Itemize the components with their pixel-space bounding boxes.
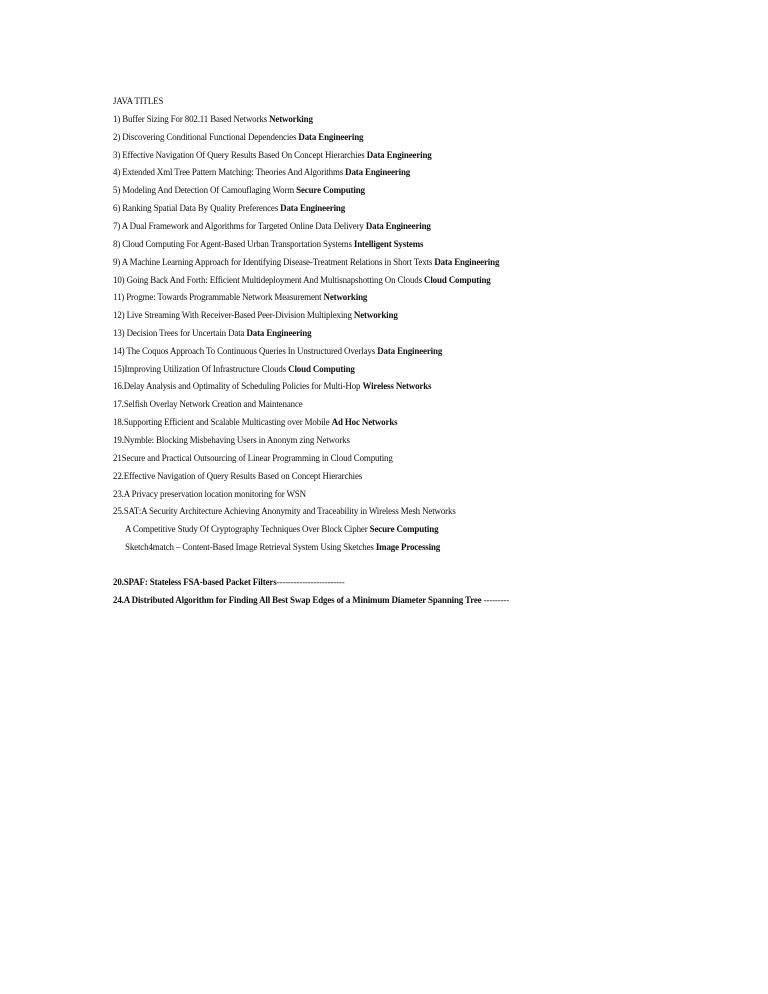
- extra-item-text: 24.A Distributed Algorithm for Finding All Best Swap Edges of a Minimum Diameter Spanning Tree: [113, 595, 482, 606]
- item-category: Data Engineering: [366, 150, 432, 161]
- list-item: [113, 471, 362, 483]
- item-category: Data Engineering: [377, 346, 443, 357]
- list-item: [113, 185, 365, 197]
- list-item: [113, 346, 442, 358]
- item-text: 16.Delay Analysis and Optimality of Scheduling Policies for Multi-Hop: [113, 381, 363, 392]
- item-category: Secure Computing: [369, 524, 439, 535]
- list-item: [113, 489, 306, 501]
- list-item: [113, 506, 456, 518]
- list-item: [113, 275, 491, 287]
- item-category: Data Engineering: [280, 203, 346, 214]
- item-text: 17.Selfish Overlay Network Creation and Maintenance: [113, 399, 303, 410]
- item-category: Data Engineering: [434, 257, 500, 268]
- item-text: 12) Live Streaming With Receiver-Based Peer-Division Multiplexing: [113, 310, 354, 321]
- list-item: [113, 453, 393, 465]
- item-category: Data Engineering: [298, 132, 364, 143]
- item-text: 22.Effective Navigation of Query Results Based on Concept Hierarchies: [113, 471, 363, 482]
- item-text: 23.A Privacy preservation location monitoring for WSN: [113, 489, 306, 500]
- list-item: [113, 257, 499, 269]
- item-text: Sketch4match – Content-Based Image Retrieval System Using Sketches: [125, 542, 376, 553]
- list-item: [113, 132, 363, 144]
- item-category: Secure Computing: [296, 185, 365, 196]
- extra-item: [113, 577, 345, 589]
- item-category: Ad Hoc Networks: [331, 417, 398, 428]
- list-item: [125, 524, 438, 536]
- item-text: 7) A Dual Framework and Algorithms for Targeted Online Data Delivery: [113, 221, 366, 232]
- list-item: [113, 328, 311, 340]
- item-text: 15)Improving Utilization Of Infrastructure Clouds: [113, 364, 289, 375]
- extra-item-dashes: ---------: [481, 595, 510, 606]
- list-item: [113, 364, 355, 376]
- list-item: [113, 150, 432, 162]
- item-text: 10) Going Back And Forth: Efficient Multideployment And Multisnapshotting On Clouds: [113, 275, 425, 286]
- list-item: [113, 310, 398, 322]
- list-item: [113, 167, 410, 179]
- list-item: [113, 239, 423, 251]
- item-text: 14) The Coquos Approach To Continuous Queries In Unstructured Overlays: [113, 346, 378, 357]
- list-item: [113, 399, 303, 411]
- list-item: [113, 435, 350, 447]
- item-text: 4) Extended Xml Tree Pattern Matching: Theories And Algorithms: [113, 167, 346, 178]
- item-category: Wireless Networks: [362, 381, 432, 392]
- item-text: 1) Buffer Sizing For 802.11 Based Networks: [113, 114, 270, 125]
- extra-item-dashes: ------------------------: [276, 577, 345, 588]
- list-item: [113, 221, 431, 233]
- item-category: Networking: [269, 114, 313, 125]
- extra-item-text: 20.SPAF: Stateless FSA-based Packet Filters: [113, 577, 277, 588]
- item-category: Networking: [353, 310, 398, 321]
- list-item: [113, 417, 397, 429]
- list-item: [113, 203, 345, 215]
- item-category: Networking: [323, 292, 368, 303]
- item-text: A Competitive Study Of Cryptography Techniques Over Block Cipher: [125, 524, 370, 535]
- item-text: 2) Discovering Conditional Functional Dependencies: [113, 132, 299, 143]
- item-category: Data Engineering: [365, 221, 431, 232]
- item-text: 13) Decision Trees for Uncertain Data: [113, 328, 247, 339]
- item-category: Image Processing: [375, 542, 441, 553]
- item-text: 11) Progme: Towards Programmable Network Measurement: [113, 292, 324, 303]
- item-category: Intelligent Systems: [353, 239, 424, 250]
- item-text: 6) Ranking Spatial Data By Quality Preferences: [113, 203, 281, 214]
- item-text: 9) A Machine Learning Approach for Identifying Disease-Treatment Relations in Short Texts: [113, 257, 435, 268]
- item-text: 25.SAT:A Security Architecture Achieving Anonymity and Traceability in Wireless Mesh Networks: [113, 506, 456, 517]
- list-item: [113, 292, 367, 304]
- document-title: JAVA TITLES: [113, 96, 164, 107]
- item-category: Data Engineering: [246, 328, 312, 339]
- item-category: Cloud Computing: [424, 275, 491, 286]
- item-text: 19.Nymble: Blocking Misbehaving Users in Anonym zing Networks: [113, 435, 350, 446]
- item-text: 5) Modeling And Detection Of Camouflaging Worm: [113, 185, 297, 196]
- list-item: [113, 381, 431, 393]
- extra-item: [113, 595, 509, 607]
- item-category: Cloud Computing: [288, 364, 355, 375]
- item-text: 3) Effective Navigation Of Query Results Based On Concept Hierarchies: [113, 150, 367, 161]
- list-item: [113, 114, 313, 126]
- item-text: 21Secure and Practical Outsourcing of Linear Programming in Cloud Computing: [113, 453, 393, 464]
- list-item: [125, 542, 440, 554]
- item-text: 18.Supporting Efficient and Scalable Multicasting over Mobile: [113, 417, 332, 428]
- item-category: Data Engineering: [345, 167, 411, 178]
- item-text: 8) Cloud Computing For Agent-Based Urban Transportation Systems: [113, 239, 354, 250]
